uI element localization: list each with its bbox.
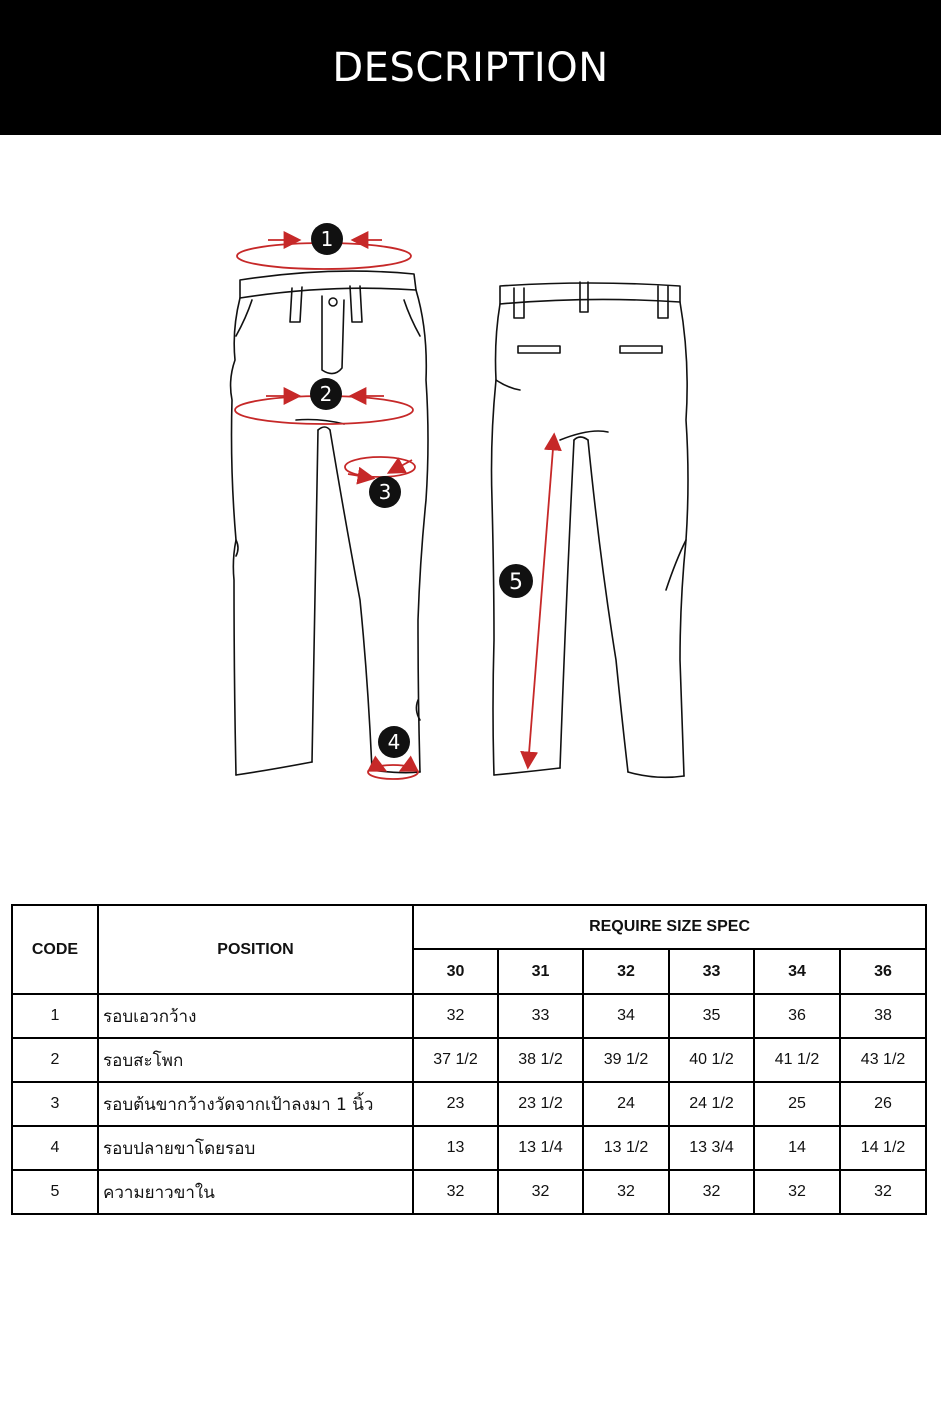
row-value: 35 [669,994,754,1038]
marker-2-label: 2 [319,382,333,406]
row-value: 36 [754,994,840,1038]
row-value: 13 1/4 [498,1126,583,1170]
front-button [329,298,337,306]
row-value: 13 3/4 [669,1126,754,1170]
row-position: รอบปลายขาโดยรอบ [98,1126,413,1170]
marker-3 [369,476,401,508]
marker-2 [310,378,342,410]
page-title: DESCRIPTION [332,44,609,91]
row-code: 5 [12,1170,98,1214]
row-code: 2 [12,1038,98,1082]
row-value: 32 [754,1170,840,1214]
row-value: 41 1/2 [754,1038,840,1082]
table-row [12,994,926,1038]
row-value: 38 [840,994,926,1038]
table-row [12,1170,926,1214]
position-header: POSITION [98,905,413,994]
row-position: รอบเอวกว้าง [98,994,413,1038]
row-value: 32 [498,1170,583,1214]
row-value: 32 [840,1170,926,1214]
measurement-guides [235,240,554,779]
code-header: CODE [12,905,98,994]
table-row [12,1082,926,1126]
back-pants-illustration [492,282,689,777]
size-spec-header: REQUIRE SIZE SPEC [413,905,926,949]
row-code: 1 [12,994,98,1038]
marker-3-label: 3 [378,480,392,504]
size-header: 31 [498,949,583,994]
row-code: 3 [12,1082,98,1126]
row-value: 38 1/2 [498,1038,583,1082]
marker-4 [378,726,410,758]
size-header: 30 [413,949,498,994]
row-value: 25 [754,1082,840,1126]
row-code: 4 [12,1126,98,1170]
row-value: 32 [669,1170,754,1214]
marker-5-label: 5 [509,570,523,595]
row-position: ความยาวขาใน [98,1170,413,1214]
row-value: 13 1/2 [583,1126,669,1170]
size-header: 36 [840,949,926,994]
row-value: 32 [413,1170,498,1214]
row-value: 33 [498,994,583,1038]
row-value: 32 [413,994,498,1038]
marker-4-label: 4 [387,730,401,754]
size-header: 33 [669,949,754,994]
marker-1-label: 1 [320,227,334,251]
row-value: 14 1/2 [840,1126,926,1170]
pants-measurement-diagram [0,135,941,865]
size-header: 32 [583,949,669,994]
table-row [12,1126,926,1170]
page-header [0,0,941,135]
row-value: 24 1/2 [669,1082,754,1126]
front-pants-illustration [231,271,428,775]
row-value: 23 1/2 [498,1082,583,1126]
row-value: 40 1/2 [669,1038,754,1082]
table-row [12,1038,926,1082]
marker-5 [499,564,533,598]
row-value: 24 [583,1082,669,1126]
row-value: 23 [413,1082,498,1126]
size-spec-table [11,904,927,1215]
row-value: 14 [754,1126,840,1170]
row-value: 34 [583,994,669,1038]
row-value: 32 [583,1170,669,1214]
row-position: รอบต้นขากว้างวัดจากเป้าลงมา 1 นิ้ว [98,1082,413,1126]
row-value: 13 [413,1126,498,1170]
row-value: 39 1/2 [583,1038,669,1082]
row-value: 26 [840,1082,926,1126]
row-position: รอบสะโพก [98,1038,413,1082]
size-header: 34 [754,949,840,994]
marker-1 [311,223,343,255]
row-value: 43 1/2 [840,1038,926,1082]
row-value: 37 1/2 [413,1038,498,1082]
